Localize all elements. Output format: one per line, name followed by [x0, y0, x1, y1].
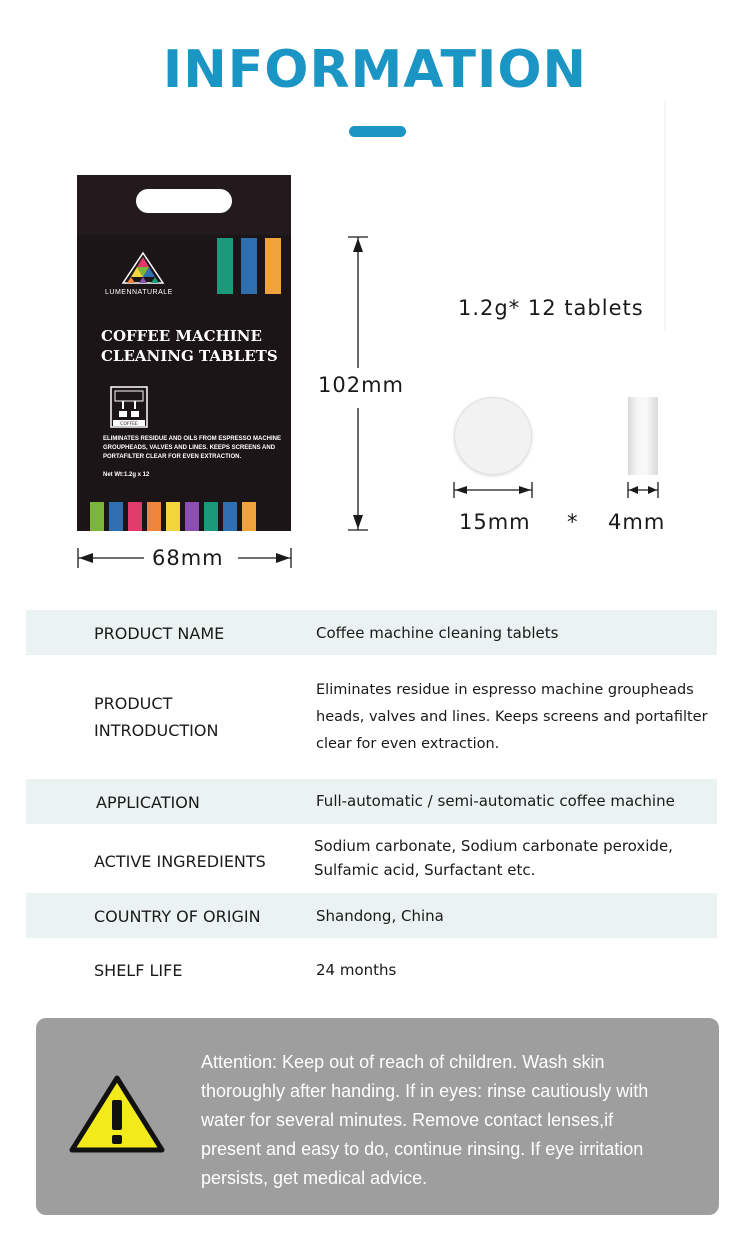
tablet-thickness: 4mm	[608, 510, 666, 534]
height-dimension: 102mm	[318, 373, 404, 397]
row-value: Shandong, China	[316, 907, 444, 925]
dimension-separator: *	[567, 510, 579, 534]
row-label: ACTIVE INGREDIENTS	[94, 852, 266, 871]
row-value: Full-automatic / semi-automatic coffee machine	[316, 792, 675, 810]
table-row	[26, 779, 717, 824]
attention-line: present and easy to do, continue rinsing. If eye irritation	[201, 1139, 644, 1159]
row-label: SHELF LIFE	[94, 961, 183, 980]
tablet-top-view	[454, 397, 532, 475]
package-brand: LUMENNATURALE	[105, 289, 173, 296]
row-value: Coffee machine cleaning tablets	[316, 624, 559, 642]
table-row	[26, 945, 717, 995]
row-label: PRODUCT INTRODUCTION	[94, 694, 219, 740]
package-description: ELIMINATES RESIDUE AND OILS FROM ESPRESSO MACHINE GROUPHEADS, VALVES AND LINES. KEEPS SCREENS AND PORTAFILTER CLEAR FOR EVEN EXTRACTION.	[103, 436, 282, 460]
tablet-side-view	[628, 397, 658, 475]
row-label: PRODUCT NAME	[94, 624, 225, 643]
row-value: 24 months	[316, 961, 397, 979]
attention-text	[201, 1048, 701, 1193]
width-dimension: 68mm	[152, 546, 224, 570]
table-row	[26, 893, 717, 938]
package-title-line: COFFEE MACHINE	[101, 327, 262, 345]
attention-line: water for several minutes. Remove contact lenses,if	[201, 1110, 614, 1130]
attention-box	[36, 1018, 719, 1215]
row-label: APPLICATION	[96, 793, 200, 812]
table-row	[26, 610, 717, 655]
package-title-line: CLEANING TABLETS	[101, 347, 278, 365]
package-net-weight: Net Wt:1.2g x 12	[103, 472, 150, 478]
tablet-diameter: 15mm	[459, 510, 531, 534]
tablet-count: 1.2g* 12 tablets	[458, 296, 644, 320]
table-row	[26, 830, 717, 890]
attention-line: thoroughly after handing. If in eyes: rinse cautiously with	[201, 1081, 649, 1101]
attention-line: persists, get medical advice.	[201, 1168, 428, 1188]
row-label: COUNTRY OF ORIGIN	[94, 907, 261, 926]
attention-line: Attention: Keep out of reach of children. Wash skin	[201, 1052, 605, 1072]
warning-triangle-icon	[68, 1074, 166, 1154]
row-value: Sodium carbonate, Sodium carbonate peroxide, Sulfamic acid, Surfactant etc.	[314, 837, 673, 879]
page-title: INFORMATION	[162, 40, 588, 100]
table-row	[26, 672, 717, 772]
row-value: Eliminates residue in espresso machine groupheads heads, valves and lines. Keeps screens and portafilter clear for even extraction.	[316, 682, 708, 752]
machine-label: COFFEE	[120, 422, 138, 427]
